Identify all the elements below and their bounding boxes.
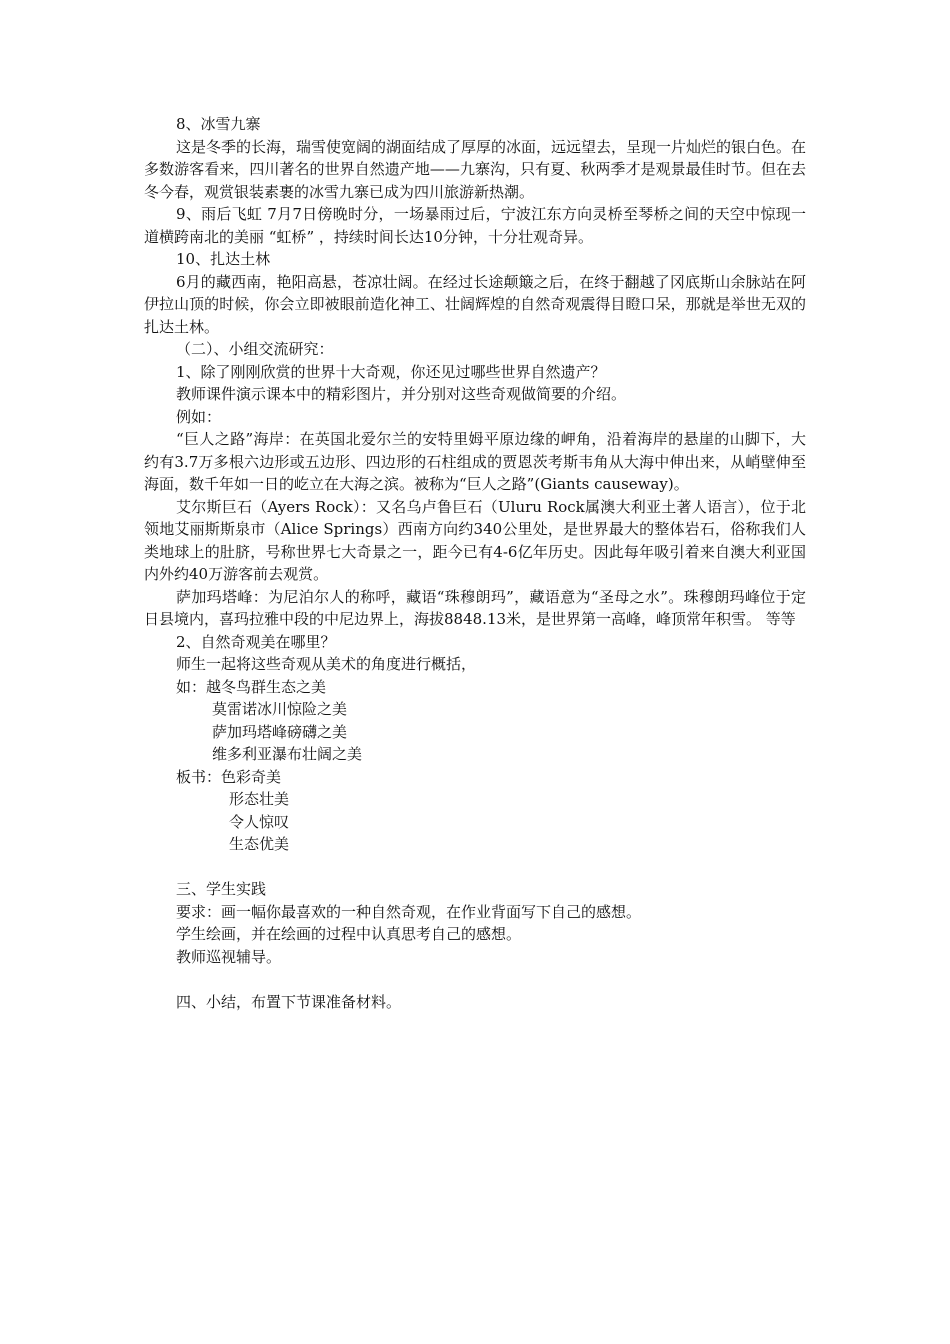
- student-drawing-text: 学生绘画，并在绘画的过程中认真思考自己的感想。: [176, 925, 522, 943]
- section-10-title: 10、扎达土林: [176, 250, 271, 268]
- ayers-rock-paragraph: 艾尔斯巨石（Ayers Rock）：又名乌卢鲁巨石（Uluru Rock属澳大利亚土著人语言），位于北领地艾丽斯斯泉市（Alice Springs）西南方向约340公里处，是世界最大的整体岩石，俗称我们人类地球上的肚脐，号称世界七大奇景之一，距今已有4-6亿年历史。因此每年吸引着来自澳大利亚国内外约40万游客前去观赏。: [144, 497, 806, 583]
- blank-line: [144, 968, 806, 991]
- beauty-list-item: 维多利亚瀑布壮阔之美: [212, 745, 363, 763]
- section-4-title: 四、小结，布置下节课准备材料。: [176, 992, 402, 1011]
- giants-causeway-paragraph: “巨人之路”海岸：在英国北爱尔兰的安特里姆平原边缘的岬角，沿着海岸的悬崖的山脚下，大约有3.7万多根六边形或五边形、四边形的石柱组成的贾恩茨考斯韦角从大海中伸出来，从峭壁伸至海面，数千年如一日的屹立在大海之滨。被称为“巨人之路”(Giants causeway)。: [144, 430, 806, 493]
- example-label: 例如：: [176, 407, 222, 426]
- question-1: 1、除了刚刚欣赏的世界十大奇观，你还见过哪些世界自然遗产？: [176, 362, 606, 381]
- section-3-title: 三、学生实践: [176, 880, 267, 898]
- board-list-item: 形态壮美: [229, 790, 290, 808]
- question-2: 2、自然奇观美在哪里？: [176, 632, 336, 651]
- board-list-item: 令人惊叹: [229, 812, 290, 831]
- beauty-list-item: 萨加玛塔峰磅礴之美: [212, 722, 348, 741]
- board-list-item: 生态优美: [229, 835, 290, 853]
- beauty-list-item: 莫雷诺冰川惊险之美: [212, 700, 348, 718]
- teacher-demo-text: 教师课件演示课本中的精彩图片，并分别对这些奇观做简要的介绍。: [176, 385, 627, 403]
- section-10-paragraph: 6月的藏西南，艳阳高悬，苍凉壮阔。在经过长途颠簸之后，在终于翻越了冈底斯山余脉站在阿伊拉山顶的时候，你会立即被眼前造化神工、壮阔辉煌的自然奇观震得目瞪口呆，那就是举世无双的扎达土林。: [144, 272, 806, 336]
- section-8-title: 8、冰雪九寨: [176, 115, 261, 133]
- requirement-text: 要求：画一幅你最喜欢的一种自然奇观，在作业背面写下自己的感想。: [176, 902, 642, 921]
- section-9-paragraph: 9、雨后飞虹 7月7日傍晚时分，一场暴雨过后，宁波江东方向灵桥至琴桥之间的天空中惊现一道横跨南北的美丽 “虹桥” ，持续时间长达10分钟，十分壮观奇异。: [144, 205, 806, 246]
- teacher-guide-text: 教师巡视辅导。: [176, 947, 282, 966]
- summary-intro: 师生一起将这些奇观从美术的角度进行概括，: [176, 655, 477, 673]
- beauty-list-item: 如：越冬鸟群生态之美: [176, 677, 327, 696]
- everest-paragraph: 萨加玛塔峰：为尼泊尔人的称呼，藏语“珠穆朗玛”，藏语意为“圣母之水”。珠穆朗玛峰位于定日县境内，喜玛拉雅中段的中尼边界上，海拔8848.13米，是世界第一高峰，峰顶常年积雪。 等等: [144, 587, 806, 628]
- group-study-heading: （二）、小组交流研究：: [176, 340, 334, 358]
- blank-line: [144, 856, 806, 879]
- board-list-item: 板书：色彩奇美: [176, 767, 282, 786]
- document-body: [144, 113, 806, 1013]
- section-8-paragraph: 这是冬季的长海，瑞雪使宽阔的湖面结成了厚厚的冰面，远远望去，呈现一片灿烂的银白色。在多数游客看来，四川著名的世界自然遗产地——九寨沟，只有夏、秋两季才是观景最佳时节。但在去冬今春，观赏银装素裹的冰雪九寨已成为四川旅游新热潮。: [144, 137, 807, 201]
